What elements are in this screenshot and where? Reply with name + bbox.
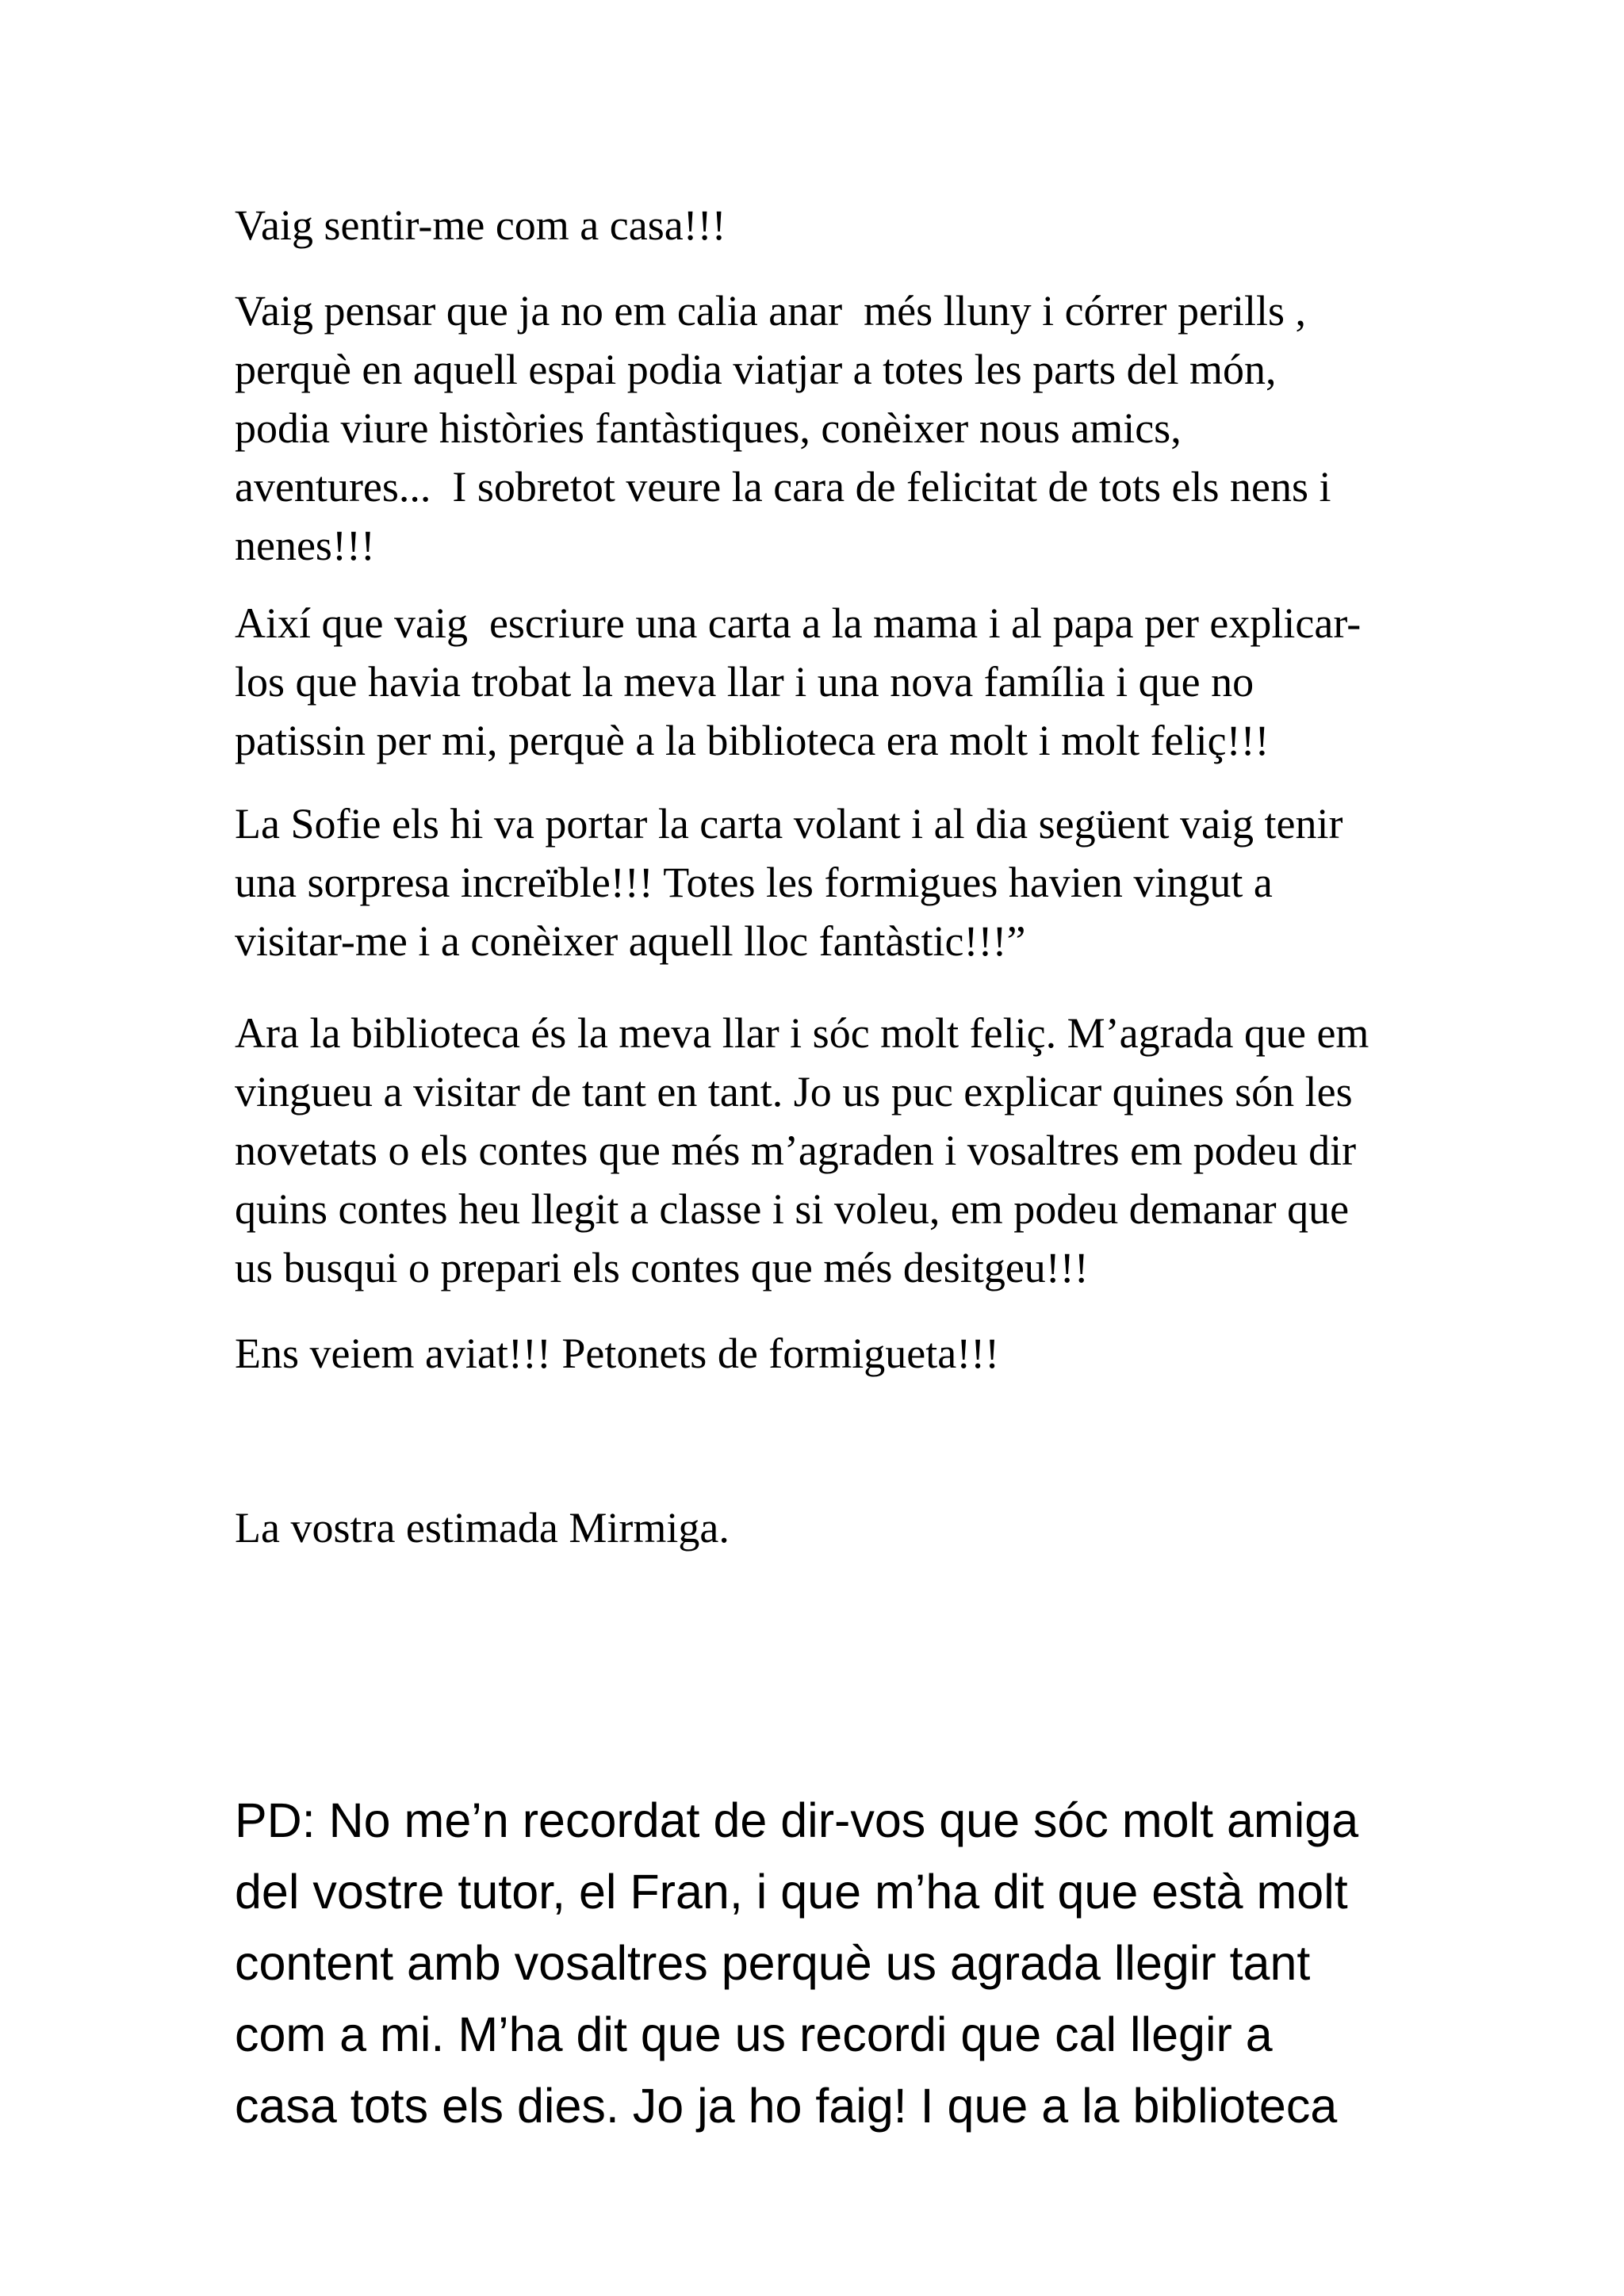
text-line: podia viure històries fantàstiques, conèixer nous amics,: [235, 404, 1182, 452]
paragraph-5: [235, 1004, 1369, 1297]
text-line: com a mi. M’ha dit que us recordi que cal llegir a: [235, 2007, 1273, 2061]
paragraph-1: [235, 196, 726, 254]
text-line: aventures... I sobretot veure la cara de felicitat de tots els nens i: [235, 463, 1331, 511]
signature: [235, 1498, 730, 1557]
text-line: quins contes heu llegit a classe i si voleu, em podeu demanar que: [235, 1185, 1350, 1233]
paragraph-2: [235, 281, 1331, 575]
text-line: casa tots els dies. Jo ja ho faig! I que a la biblioteca: [235, 2079, 1338, 2133]
paragraph-3: [235, 594, 1361, 770]
text-line: novetats o els contes que més m’agraden i vosaltres em podeu dir: [235, 1127, 1357, 1174]
text-line: us busqui o prepari els contes que més desitgeu!!!: [235, 1244, 1089, 1292]
text-line: Vaig sentir-me com a casa!!!: [235, 201, 726, 249]
text-line: perquè en aquell espai podia viatjar a totes les parts del món,: [235, 346, 1277, 393]
text-line: Ens veiem aviat!!! Petonets de formigueta!!!: [235, 1330, 1000, 1377]
text-line: del vostre tutor, el Fran, i que m’ha dit que està molt: [235, 1865, 1348, 1919]
text-line: los que havia trobat la meva llar i una nova família i que no: [235, 658, 1254, 706]
text-line: una sorpresa increïble!!! Totes les formigues havien vingut a: [235, 859, 1273, 906]
text-line: PD: No me’n recordat de dir-vos que sóc molt amiga: [235, 1793, 1359, 1847]
text-line: vingueu a visitar de tant en tant. Jo us puc explicar quines són les: [235, 1068, 1353, 1115]
text-line: patissin per mi, perquè a la biblioteca era molt i molt feliç!!!: [235, 717, 1270, 764]
text-line: Vaig pensar que ja no em calia anar més lluny i córrer perills ,: [235, 287, 1307, 335]
text-line: La vostra estimada Mirmiga.: [235, 1504, 730, 1552]
text-line: Ara la biblioteca és la meva llar i sóc molt feliç. M’agrada que em: [235, 1009, 1369, 1057]
postscript: [235, 1785, 1358, 2141]
text-line: content amb vosaltres perquè us agrada llegir tant: [235, 1936, 1311, 1990]
paragraph-4: [235, 794, 1343, 970]
text-line: Així que vaig escriure una carta a la mama i al papa per explicar-: [235, 599, 1362, 647]
text-line: nenes!!!: [235, 522, 375, 569]
closing-line: [235, 1324, 999, 1383]
text-line: La Sofie els hi va portar la carta volant i al dia següent vaig tenir: [235, 800, 1343, 848]
text-line: visitar-me i a conèixer aquell lloc fantàstic!!!”: [235, 917, 1026, 965]
